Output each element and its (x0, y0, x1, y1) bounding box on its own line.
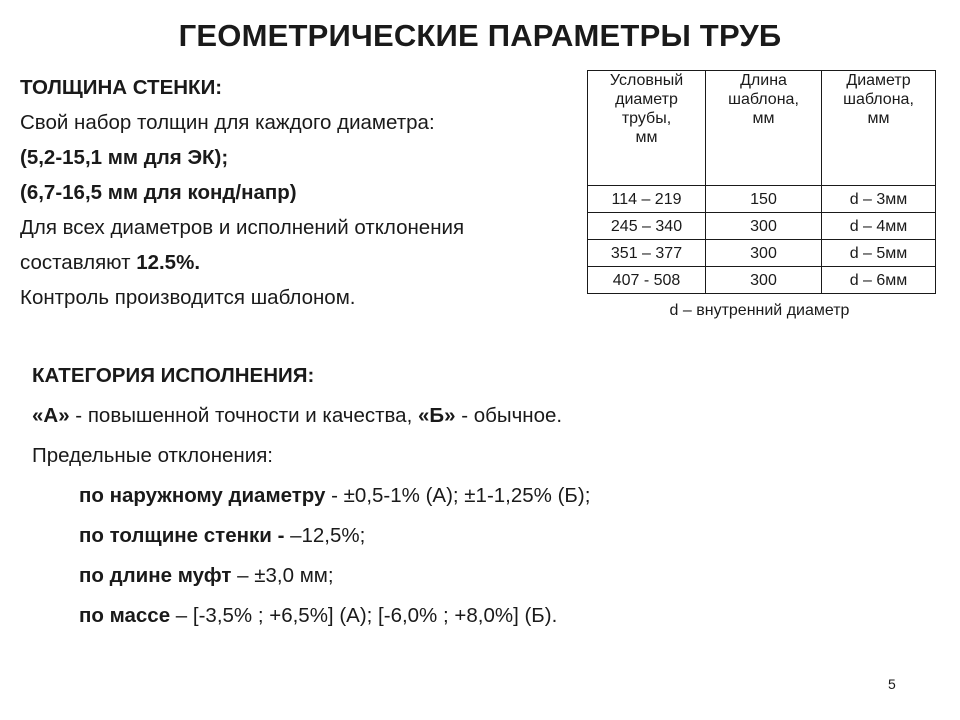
template-table (587, 70, 936, 294)
wall-heading: ТОЛЩИНА СТЕНКИ: (20, 76, 223, 99)
table-header-cell (588, 71, 706, 186)
table-cell: d – 6мм (822, 267, 936, 294)
header-line: Диаметр (846, 72, 911, 89)
page-number: 5 (888, 676, 896, 692)
category-b-text: - обычное. (455, 404, 563, 427)
limit-item (32, 516, 932, 556)
table-header-cell (706, 71, 822, 186)
table-cell: 114 – 219 (588, 186, 706, 213)
wall-line-1: Свой набор толщин для каждого диаметра: (20, 111, 435, 134)
wall-line-3: (6,7-16,5 мм для конд/напр) (20, 181, 297, 204)
category-section (32, 356, 932, 636)
table-row (588, 240, 936, 267)
limit-item (32, 556, 932, 596)
table-cell: 245 – 340 (588, 213, 706, 240)
wall-deviation-value: 12.5%. (136, 251, 201, 274)
table-cell: 150 (706, 186, 822, 213)
limit-label: по толщине стенки - (79, 524, 285, 547)
header-line: Длина (740, 72, 787, 89)
header-line: мм (635, 129, 658, 146)
limits-heading: Предельные отклонения: (32, 444, 273, 467)
table-cell: 407 - 508 (588, 267, 706, 294)
limit-label: по длине муфт (79, 564, 232, 587)
header-line: шаблона, (728, 91, 799, 108)
header-line: диаметр (615, 91, 678, 108)
table-cell: d – 4мм (822, 213, 936, 240)
limit-text: – ±3,0 мм; (231, 564, 334, 587)
table-row (588, 186, 936, 213)
table-cell: 300 (706, 213, 822, 240)
limit-item (32, 476, 932, 516)
template-table-wrapper (587, 70, 936, 294)
table-row (588, 267, 936, 294)
header-line: трубы, (621, 110, 672, 127)
wall-line-5 (20, 245, 580, 280)
category-a-label: «А» (32, 404, 70, 427)
wall-line-2: (5,2-15,1 мм для ЭК); (20, 146, 229, 169)
wall-line-5-text: составляют (20, 251, 137, 274)
table-cell: d – 3мм (822, 186, 936, 213)
table-header-cell (822, 71, 936, 186)
wall-line-6: Контроль производится шаблоном. (20, 286, 356, 309)
table-row (588, 213, 936, 240)
category-a-text: - повышенной точности и качества, (69, 404, 418, 427)
header-line: шаблона, (843, 91, 914, 108)
header-line: мм (752, 110, 775, 127)
table-cell: 300 (706, 240, 822, 267)
table-cell: 351 – 377 (588, 240, 706, 267)
limit-label: по наружному диаметру (79, 484, 326, 507)
wall-thickness-section (20, 70, 580, 315)
table-cell: d – 5мм (822, 240, 936, 267)
wall-line-4: Для всех диаметров и исполнений отклонения (20, 216, 465, 239)
limit-text: – [-3,5% ; +6,5%] (А); [-6,0% ; +8,0%] (Б). (170, 604, 558, 627)
table-header-row (588, 71, 936, 186)
category-heading: КАТЕГОРИЯ ИСПОЛНЕНИЯ: (32, 364, 315, 387)
header-line: мм (867, 110, 890, 127)
limit-label: по массе (79, 604, 171, 627)
category-definition (32, 396, 932, 436)
table-note: d – внутренний диаметр (669, 302, 850, 319)
header-line: Условный (609, 72, 684, 89)
limit-text: –12,5%; (284, 524, 366, 547)
category-b-label: «Б» (417, 404, 456, 427)
table-cell: 300 (706, 267, 822, 294)
limit-item (32, 596, 932, 636)
limit-text: - ±0,5-1% (А); ±1-1,25% (Б); (325, 484, 591, 507)
slide-title: ГЕОМЕТРИЧЕСКИЕ ПАРАМЕТРЫ ТРУБ (178, 18, 782, 53)
